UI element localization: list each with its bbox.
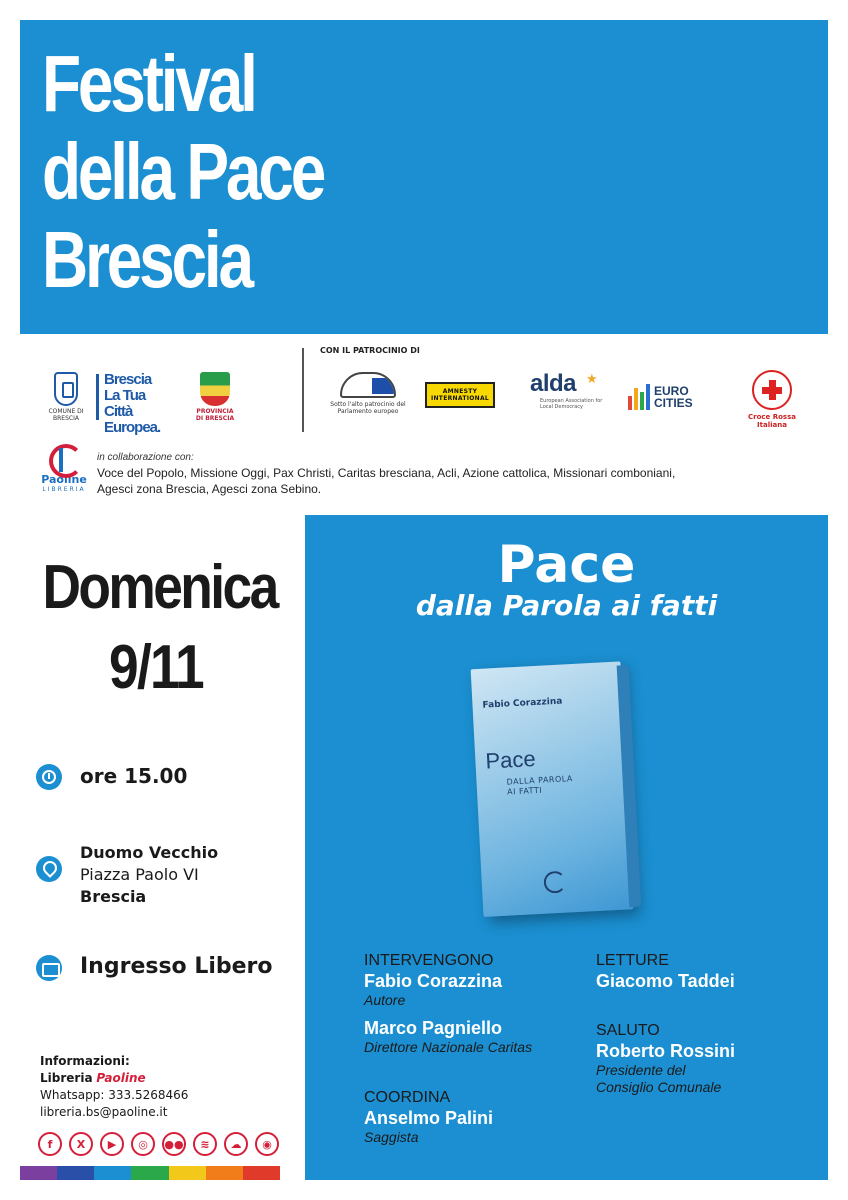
- rainbow-segment: [243, 1166, 280, 1180]
- rainbow-segment: [94, 1166, 131, 1180]
- credits-letture: [596, 952, 816, 992]
- eu-parliament-icon: [340, 372, 396, 398]
- brescia-line-3: Europea.: [104, 419, 161, 436]
- event-date: 9/11: [109, 633, 203, 702]
- info-whatsapp[interactable]: Whatsapp: 333.5268466: [40, 1088, 189, 1102]
- collaboration-label: in collaborazione con:: [97, 452, 194, 463]
- info-email[interactable]: libreria.bs@paoline.it: [40, 1105, 168, 1119]
- speaker-name: Fabio Corazzina: [364, 971, 503, 991]
- collaboration-block: [97, 452, 797, 497]
- role-letture: LETTURE: [596, 952, 669, 969]
- info-block: [40, 1053, 188, 1121]
- provincia-crest-icon: [200, 372, 230, 406]
- speaker-desc: Autore: [364, 992, 406, 1008]
- festival-header: [20, 20, 828, 334]
- alda-word: alda: [530, 370, 577, 397]
- facebook-icon[interactable]: f: [38, 1132, 62, 1156]
- venue-address: Piazza Paolo VI: [80, 865, 199, 884]
- target-icon[interactable]: ◉: [255, 1132, 279, 1156]
- title-line-3: Brescia: [42, 215, 251, 304]
- youtube-icon[interactable]: ▶: [100, 1132, 124, 1156]
- patrocinio-label: CON IL PATROCINIO DI: [320, 346, 420, 355]
- book-subtitle-line-1: DALLA PAROLA: [506, 774, 574, 787]
- book-title: Pace: [484, 746, 537, 774]
- paoline-logo: [38, 442, 90, 498]
- speaker-name: Marco Pagniello: [364, 1018, 503, 1038]
- paoline-name: Paoline: [41, 473, 87, 486]
- logo-divider: [302, 348, 304, 432]
- rainbow-segment: [131, 1166, 168, 1180]
- coordinator-name: Anselmo Palini: [364, 1108, 494, 1128]
- rainbow-bar: [20, 1166, 280, 1180]
- amnesty-logo: AMNESTY INTERNATIONAL: [425, 382, 495, 408]
- greeting-desc-line-1: Presidente del: [596, 1062, 686, 1078]
- paoline-sub: LIBRERIA: [42, 486, 86, 493]
- venue-city: Brescia: [80, 887, 147, 906]
- role-coordina: COORDINA: [364, 1089, 451, 1106]
- brescia-line-2: La Tua Città: [104, 387, 146, 420]
- brescia-line-1: Brescia: [104, 371, 152, 388]
- role-intervengono: INTERVENGONO: [364, 952, 494, 969]
- croce-rossa-logo: [732, 370, 812, 432]
- collaboration-line-2: Agesci zona Brescia, Agesci zona Sebino.: [97, 482, 322, 496]
- title-line-2: della Pace: [42, 127, 324, 216]
- provincia-brescia-logo: [192, 372, 238, 434]
- info-shop-prefix: Libreria: [40, 1071, 93, 1085]
- publisher-logo-icon: [543, 871, 566, 894]
- greeting-desc-line-2: Consiglio Comunale: [596, 1079, 722, 1095]
- instagram-icon[interactable]: ◎: [131, 1132, 155, 1156]
- eurocities-line-1: EURO: [654, 384, 689, 398]
- collaboration-line-1: Voce del Popolo, Missione Oggi, Pax Christi, Caritas bresciana, Acli, Azione cattolica, Missionari comboniani,: [97, 466, 676, 480]
- rainbow-segment: [169, 1166, 206, 1180]
- sponsor-logos: [20, 342, 828, 442]
- eu-parliament-logo: [320, 372, 416, 424]
- eurocities-line-2: CITIES: [654, 396, 693, 410]
- provincia-label: PROVINCIA DI BRESCIA: [195, 408, 235, 422]
- flickr-icon[interactable]: ●●: [162, 1132, 186, 1156]
- crest-icon: [54, 372, 78, 406]
- paoline-mark-icon: [47, 442, 81, 474]
- clock-icon: [36, 764, 62, 790]
- panel-title: Pace: [497, 535, 636, 595]
- event-place: [80, 842, 218, 908]
- comune-brescia-logo: [46, 372, 86, 434]
- reader-name: Giacomo Taddei: [596, 971, 735, 991]
- info-shop-name: Paoline: [96, 1071, 146, 1085]
- comune-label: COMUNE DI BRESCIA: [48, 408, 84, 422]
- entry-info: Ingresso Libero: [80, 954, 273, 979]
- info-label: Informazioni:: [40, 1054, 130, 1068]
- greeting-name: Roberto Rossini: [596, 1041, 736, 1061]
- rainbow-segment: [57, 1166, 94, 1180]
- book-subtitle-line-2: AI FATTI: [506, 785, 543, 797]
- credits-intervengono: [364, 952, 604, 1056]
- panel-subtitle: dalla Parola ai fatti: [415, 589, 718, 622]
- event-panel: [305, 515, 828, 1180]
- soundcloud-icon[interactable]: ☁: [224, 1132, 248, 1156]
- coordinator-desc: Saggista: [364, 1129, 419, 1145]
- spotify-icon[interactable]: ≋: [193, 1132, 217, 1156]
- title-line-1: Festival: [42, 39, 255, 128]
- ticket-icon: [36, 955, 62, 981]
- alda-logo: [530, 370, 606, 420]
- location-pin-icon: [36, 856, 62, 882]
- rainbow-segment: [206, 1166, 243, 1180]
- credits-coordina: [364, 1089, 604, 1146]
- event-day: Domenica: [42, 553, 277, 622]
- brescia-europea-logo: [96, 371, 176, 436]
- alda-sub: European Association for Local Democracy: [540, 398, 603, 410]
- book-author: Fabio Corazzina: [482, 696, 563, 711]
- croce-rossa-label: Croce Rossa Italiana: [748, 413, 796, 429]
- role-saluto: SALUTO: [596, 1022, 660, 1039]
- eurocities-bars-icon: [628, 384, 650, 410]
- eurocities-logo: [628, 382, 708, 412]
- eu-parliament-label: Sotto l'alto patrocinio del Parlamento europeo: [330, 401, 406, 415]
- credits-saluto: [596, 1022, 816, 1096]
- star-icon: ★: [586, 372, 598, 387]
- venue-name: Duomo Vecchio: [80, 843, 219, 862]
- x-icon[interactable]: X: [69, 1132, 93, 1156]
- speaker-desc: Direttore Nazionale Caritas: [364, 1039, 533, 1055]
- book-cover: [471, 661, 642, 917]
- festival-title: [42, 40, 323, 304]
- rainbow-segment: [20, 1166, 57, 1180]
- event-time: ore 15.00: [80, 764, 188, 788]
- red-cross-icon: [752, 370, 792, 410]
- social-icons: [38, 1132, 279, 1156]
